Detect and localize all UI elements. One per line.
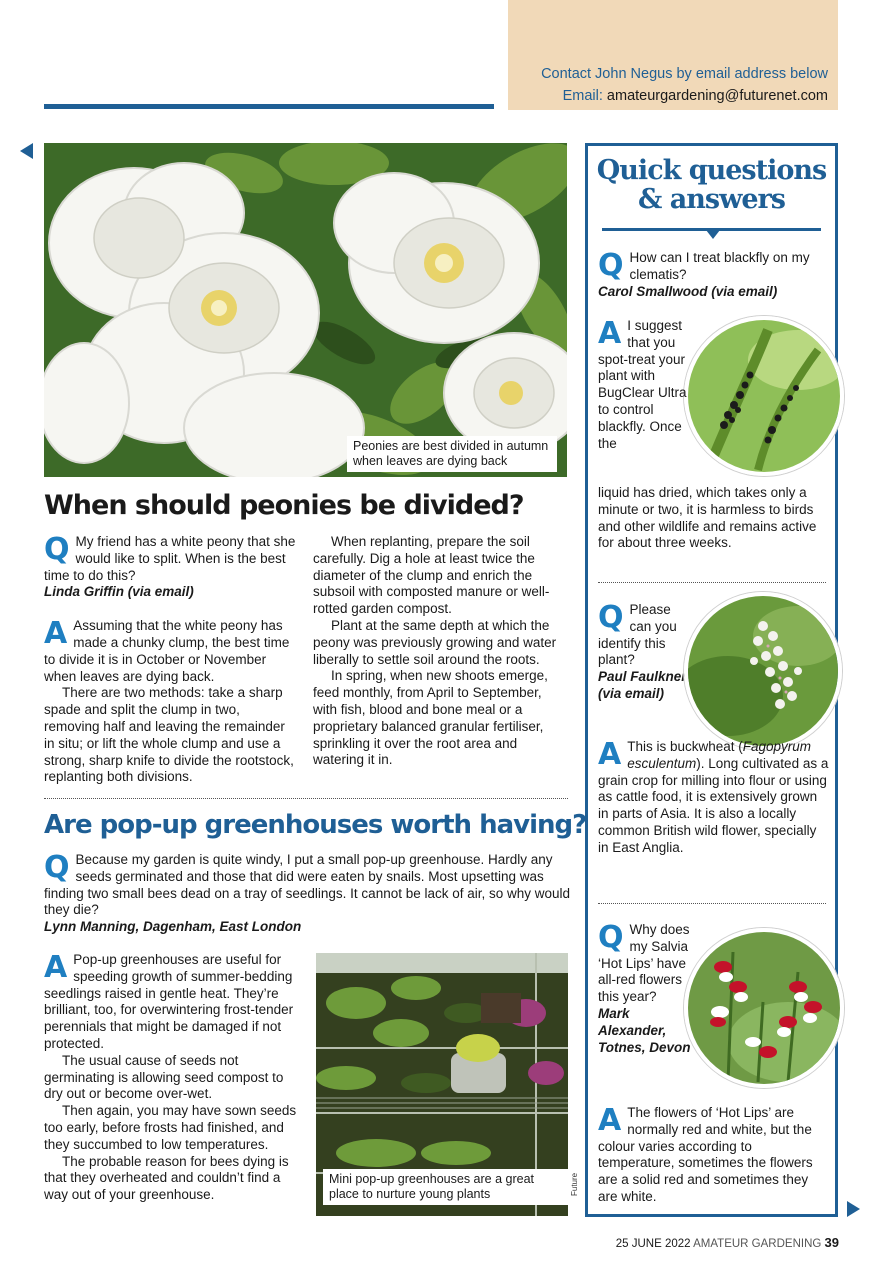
peony-answer-p1: Assuming that the white peony has made a chunky clump, the best time to divide it is in October or November when leaves are dying back.: [44, 618, 290, 684]
greenhouse-photo: [316, 953, 568, 1216]
peony-question: My friend has a white peony that she would like to split. When is the best time to do this?: [44, 534, 296, 583]
page-footer: [616, 1235, 839, 1250]
quick-qa-sidebar: [585, 143, 838, 1217]
next-page-arrow-icon: [847, 1201, 860, 1217]
sidebar-title-line1: Quick questions: [596, 155, 827, 186]
footer-magazine: AMATEUR GARDENING: [693, 1238, 822, 1250]
page-number: 39: [824, 1235, 839, 1250]
contact-email-line: [563, 88, 828, 104]
greenhouse-answer-p1-block: [44, 952, 302, 1053]
salvia-illustration: [688, 932, 840, 1084]
email-label: Email:: [562, 88, 603, 104]
q-dropcap: Q: [44, 532, 70, 567]
qa2-answer-post: ). Long cultivated as a grain crop for milling into flour or using as cattle food, it is extensively grown in parts of Asia. It is also a locally common British wild flower, specially in East Anglia.: [598, 755, 829, 855]
peony-answer-p5: In spring, when new shoots emerge, feed monthly, from April to September, with fish, blood and bone meal or a proprietary balanced granular fertiliser, sprinkling it over the root area and watering it in.: [313, 668, 548, 768]
peony-photo: [44, 143, 567, 477]
greenhouse-answer-p3: Then again, you may have sown seeds too early, before frosts had finished, and they succumbed to low temperatures.: [44, 1103, 297, 1152]
greenhouse-answer-p2: The usual cause of seeds not germinating is allowing seed compost to dry out or become over-wet.: [44, 1052, 284, 1102]
peony-question-block: [44, 534, 297, 601]
qa2-answer-block: [598, 739, 830, 857]
qa1-answer-wide: liquid has dried, which takes only a minute or two, it is harmless to birds and other wildlife and remains active for about three weeks.: [598, 485, 817, 551]
blackfly-illustration: [688, 320, 840, 472]
peony-illustration: [44, 143, 567, 477]
q-dropcap: Q: [598, 248, 624, 283]
peony-answer-p4: Plant at the same depth at which the peony was previously growing and water liberally to settle soil around the roots.: [313, 617, 557, 667]
peony-answer-block: [44, 618, 297, 685]
blackfly-photo: [684, 316, 844, 476]
greenhouse-photo-caption: Mini pop-up greenhouses are a great place to nurture young plants: [323, 1169, 568, 1205]
contact-line: Contact John Negus by email address below: [541, 66, 828, 82]
a-dropcap: A: [44, 950, 68, 985]
qa1-asker: Carol Smallwood (via email): [598, 283, 778, 299]
qa2-answer-pre: This is buckwheat (: [627, 739, 743, 754]
peony-answer-p2: There are two methods: take a sharp spade and split the clump in two, removing half and leaving the remainder in situ; or lift the whole clump and use a strong, sharp knife to divide the rootstock, replanting both divisions.: [44, 685, 294, 785]
qa2-question: Please can you identify this plant?: [598, 602, 677, 668]
qa2-question-block: [598, 602, 688, 703]
qa3-question: Why does my Salvia ‘Hot Lips’ have all-red flowers this year?: [598, 922, 690, 1005]
email-address[interactable]: amateurgardening@futurenet.com: [606, 88, 828, 104]
previous-page-arrow-icon: [20, 143, 33, 159]
qa3-question-block: [598, 922, 692, 1056]
sidebar-divider: [598, 582, 826, 583]
greenhouse-question: Because my garden is quite windy, I put a small pop-up greenhouse. Hardly any seeds germinated and those that did were eaten by snails. Most upsetting was finding two small bees dead on a tray of seedlings. It cannot be lack of air, so why would they die?: [44, 852, 571, 918]
greenhouse-question-block: [44, 852, 574, 936]
peony-photo-caption: Peonies are best divided in autumn when leaves are dying back: [347, 436, 557, 472]
a-dropcap: A: [598, 1103, 622, 1138]
qa3-asker: Mark Alexander, Totnes, Devon: [598, 1005, 691, 1055]
header-rule: [44, 104, 494, 109]
footer-date: 25 JUNE 2022: [615, 1238, 691, 1250]
greenhouse-answer-p1: Pop-up greenhouses are useful for speeding growth of summer-bedding seedlings raised in gentle heat. They’re brilliant, too, for overwintering frost-tender perennials that might be damaged if not protected.: [44, 952, 294, 1051]
a-dropcap: A: [598, 316, 622, 351]
a-dropcap: A: [598, 737, 622, 772]
salvia-photo: [684, 928, 844, 1088]
greenhouse-answer-block: [44, 952, 302, 1204]
qa3-answer: The flowers of ‘Hot Lips’ are normally red and white, but the colour varies according to temperature, sometimes the flowers are a solid red and sometimes they are white.: [598, 1105, 813, 1204]
peony-asker: Linda Griffin (via email): [44, 584, 194, 600]
greenhouse-answer-p4: The probable reason for bees dying is that they overheated and couldn’t find a way out of your greenhouse.: [44, 1153, 289, 1203]
sidebar-title-line2: & answers: [638, 184, 785, 215]
qa2-answer-latin: Fagopyrum esculentum: [627, 739, 812, 771]
peony-column-1: [44, 534, 297, 786]
qa3-answer-block: [598, 1105, 830, 1206]
qa1-answer-narrow: A I suggest that you spot-treat your plant with BugClear Ultra to control blackfly. Once the: [598, 316, 687, 451]
qa1-question-block: [598, 250, 826, 300]
peony-headline: When should peonies be divided?: [44, 490, 524, 521]
contact-box: [508, 0, 838, 110]
qa1-question: How can I treat blackfly on my clematis?: [629, 250, 810, 282]
section-divider: [44, 798, 568, 799]
qa2-asker: Paul Faulkner (via email): [598, 669, 687, 701]
q-dropcap: Q: [598, 600, 624, 635]
buckwheat-illustration: [688, 596, 838, 746]
photo-credit: Future: [570, 1172, 579, 1196]
buckwheat-photo: [684, 592, 842, 750]
peony-answer-p3: When replanting, prepare the soil carefully. Dig a hole at least twice the diameter of the clump and enrich the subsoil with composted manure or well-rotted garden compost.: [313, 534, 550, 617]
q-dropcap: Q: [598, 920, 624, 955]
greenhouse-headline: Are pop-up greenhouses worth having?: [44, 810, 587, 840]
a-dropcap: A: [44, 616, 68, 652]
q-dropcap: Q: [44, 850, 70, 885]
sidebar-title-pointer-icon: [706, 230, 720, 239]
sidebar-divider: [598, 903, 826, 904]
greenhouse-asker: Lynn Manning, Dagenham, East London: [44, 919, 302, 935]
peony-column-2: [313, 534, 568, 769]
